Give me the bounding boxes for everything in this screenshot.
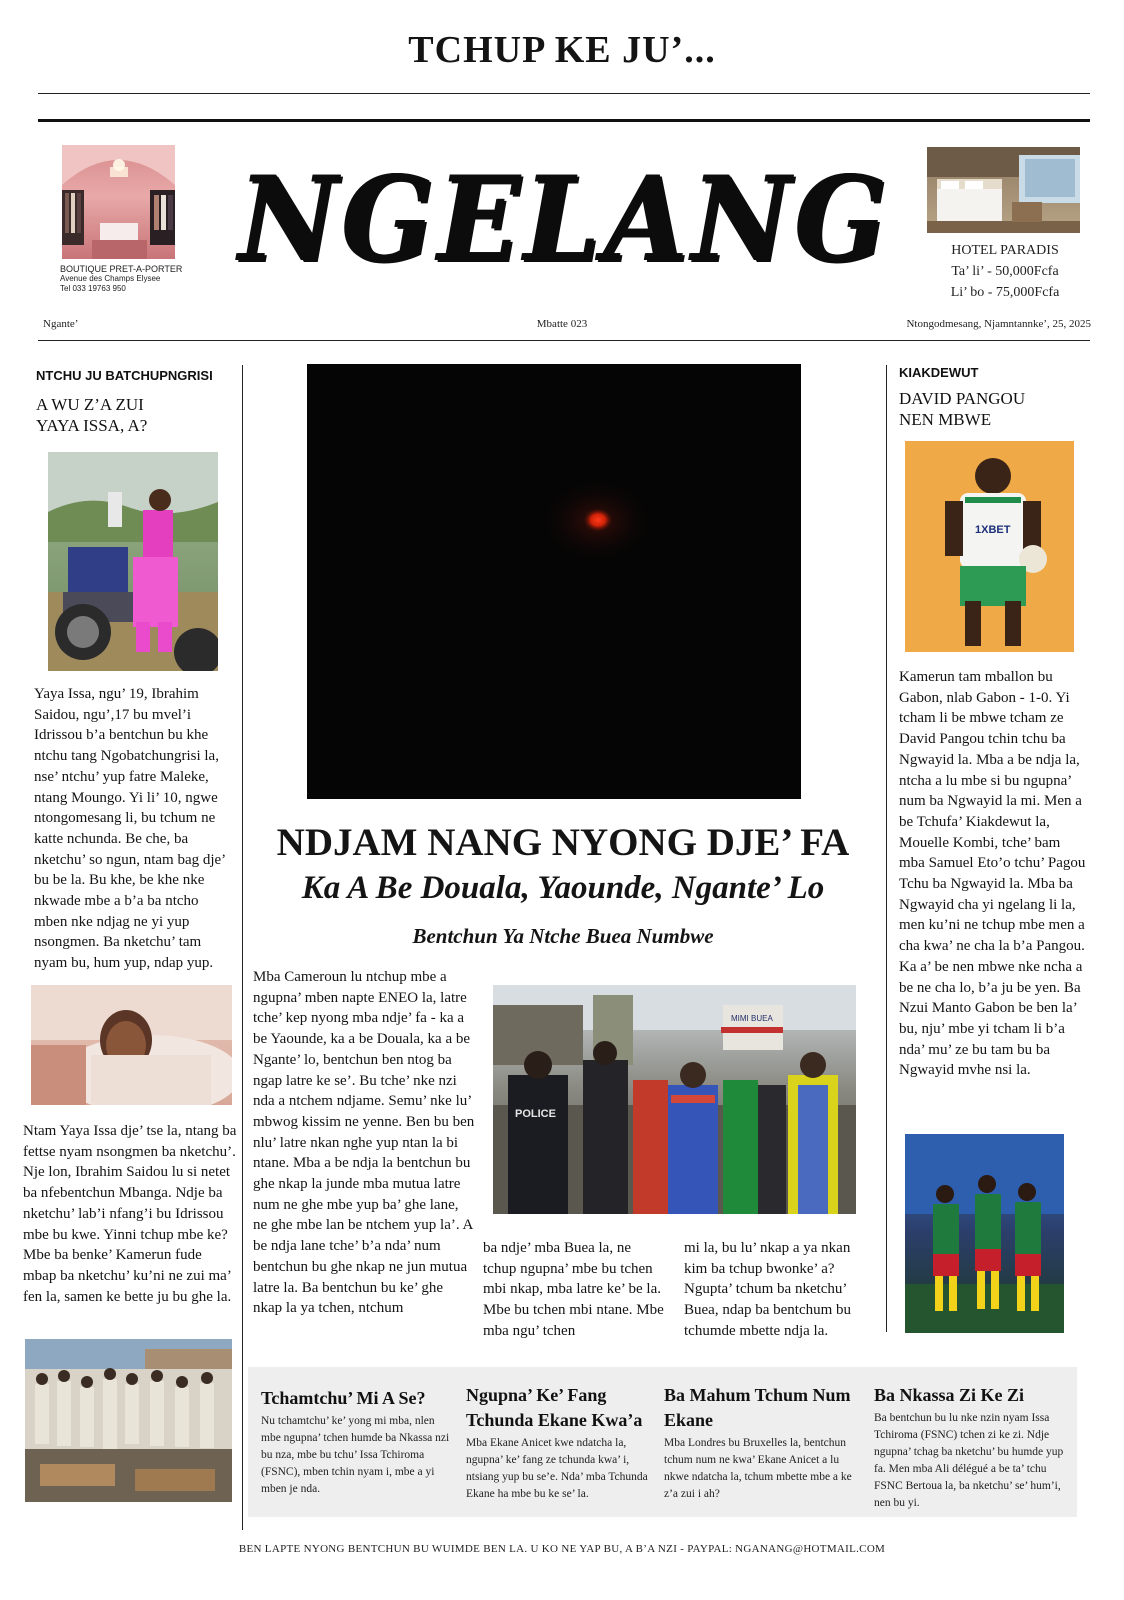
right-column-rule <box>886 365 887 1332</box>
shirt-text: 1XBET <box>975 524 1011 536</box>
main-byline: Bentchun Ya Ntche Buea Numbwe <box>412 924 714 948</box>
yaya-issa-photo <box>48 452 218 671</box>
brief-4 <box>874 1383 1072 1512</box>
boutique-phone: Tel 033 19763 950 <box>60 284 126 293</box>
brief-1-body: Nu tchamtchu’ ke’ yong mi mba, nlen mbe ngupna’ tchen humde ba Nkassa nzi bu nza, mbe bu tchu’ Issa Tchiroma (FSNC), mben tchin nyam i, mbe a yi mben je nda. <box>261 1415 450 1495</box>
main-article-col-1: Mba Cameroun lu ntchup mbe a ngupna’ mben napte ENEO la, latre tche’ kep nyong mba ndje’ fa - ka a be Yaounde, ka a be Douala, ka a be Ngante’ lo, bentchun ben ntog ba ngap latre ke se’. Bu tche’ nke nzi nda a ntchem ndjame. Semu’ nke lu’ mbwog kissim ne yenne. Ben bu ben nlu’ latre nkan nghe yup ntan la bi ntane. Mba a be ndja la bentchun bu ghe nkap la junde mba mutua latre num ne ghe mbe yup ba’ ghe lane, ne ghe mbe lan be ntchem yup la’. A be ndja lane tche’ b’a nda’ num bentchun bu ghe nkap ne jun mutua latre la. Ba bentchun bu ke’ ghe nkap la ya tchen, ntchum <box>253 969 475 1317</box>
right-section-label: KIAKDEWUT <box>899 365 979 380</box>
tagline: TCHUP KE JU’... <box>408 29 716 71</box>
left-section-label: NTCHU JU BATCHUPNGRISI <box>36 368 213 383</box>
right-article-body: Kamerun tam mballon bu Gabon, nlab Gabon - 1-0. Yi tcham li be mbwe tcham ze David Pangou tchin tchu ba Ngwayid la. Mba a be ndja la, ntcha a lu mbe si bu ngupna’ num ba Ngwayid la mi. Men a be Tchufa’ Kiakdewut la, Mouelle Kombi, tche’ bam mba Samuel Eto’o tchu’ Pagou Tchu ba Ngwayid la. Mba ba Ngwayid cha yi ngelang li la, men ku’ni ne tchup mbe men a cha kwa’ ne cha la b’a Pangou. Ka a’ be nen mbwe nke ncha a be ne cha lo, b’a ju be yen. Ba Nzui Manto Gabon be ben la’ bu, nju’ mbe yi tcham li b’a nda’ mu’ ze bu tam bu ba Ngwayid mvhe nsi la. <box>899 669 1086 1079</box>
brief-2-body: Mba Ekane Anicet kwe ndatcha la, ngupna’ ke’ fang ze tchunda kwa’ i, ntsiang yup bu se’e. Nda’ mba Tchunda Ekane ha mbe bu ke se’ la. <box>466 1437 648 1500</box>
brief-2 <box>466 1383 658 1503</box>
brief-1-title: Tchamtchu’ Mi A Se? <box>261 1388 426 1408</box>
brief-3-body: Mba Londres bu Bruxelles la, bentchun tchum num ne kwa’ Ekane Anicet a lu nkwe ndatcha la, tchum mbette mbe a ke z’a zui i ah? <box>664 1437 852 1500</box>
masthead: NGELANG <box>239 151 891 289</box>
boutique-address: Avenue des Champs Elysee <box>60 274 161 283</box>
funeral-photo <box>25 1339 232 1502</box>
brief-4-body: Ba bentchun bu lu nke nzin nyam Issa Tchiroma (FSNC) tchen zi ke zi. Ndje ngupna’ tchag ba nketchu’ bu humde yup fa. Men mba Ali délégué a be ta’ tchu FSNC Bertoua la, ba nketchu’ se’ hum’i, nen bu yi. <box>874 1412 1064 1509</box>
dark-city-photo <box>307 364 801 799</box>
issue-number: Mbatte 023 <box>536 318 588 330</box>
hotel-price-2: Li’ bo - 75,000Fcfa <box>950 285 1060 300</box>
police-label: POLICE <box>515 1108 556 1120</box>
main-article-col-3: mi la, bu lu’ nkap a ya nkan kim ba tchup bwonke’ a? Ngupta’ tchum ba nketchu’ Buea, ndap ba bentchum bu tchumde mbette ndja la. <box>684 1240 852 1339</box>
hotel-price-1: Ta’ li’ - 50,000Fcfa <box>951 264 1059 279</box>
boutique-photo <box>62 145 175 259</box>
team-celebration-photo <box>905 1134 1064 1333</box>
brief-3 <box>664 1383 864 1503</box>
right-title-line-2: NEN MBWE <box>899 410 992 429</box>
brief-3-title: Ba Mahum Tchum Num Ekane <box>664 1385 851 1430</box>
left-article-body-2: Ntam Yaya Issa dje’ tse la, ntang ba fettse nyam nsongmen ba nketchu’. Nje lon, Ibrahim Saidou lu si netet ba nfebentchun Mbanga. Ndje ba nketchu’ lab’i nfang’i bu Idrissou mbe bu kwe. Yinni tchup mbe ke? Mbe ba benke’ Kamerun fude mbap ba nketchu’ ku’ni ne zui ma’ fen la, samen ke bette ju bu ghe la. <box>23 1123 237 1305</box>
pangou-photo <box>905 441 1074 652</box>
left-title-line-1: A WU Z’A ZUI <box>36 395 144 414</box>
hotel-name: HOTEL PARADIS <box>951 243 1059 258</box>
main-subheadline: Ka A Be Douala, Yaounde, Ngante’ Lo <box>301 870 825 906</box>
location: Ngante’ <box>43 318 79 330</box>
boutique-ad-text <box>60 264 200 294</box>
brief-4-title: Ba Nkassa Zi Ke Zi <box>874 1385 1025 1405</box>
info-rule <box>38 340 1090 341</box>
protest-photo <box>493 985 856 1214</box>
brief-2-title: Ngupna’ Ke’ Fang Tchunda Ekane Kwa’a <box>466 1385 643 1430</box>
main-headline: NDJAM NANG NYONG DJE’ FA <box>276 821 850 864</box>
right-title-line-1: DAVID PANGOU <box>899 389 1026 408</box>
footer-donation-note: BEN LAPTE NYONG BENTCHUN BU WUIMDE BEN LA. U KO NE YAP BU, A B’A NZI - PAYPAL: NGANANG@HOTMAIL.COM <box>238 1543 886 1555</box>
header-rule-thin <box>38 93 1090 94</box>
header-rule-thick <box>38 119 1090 122</box>
hotel-photo <box>927 147 1080 233</box>
boutique-name: BOUTIQUE PRET-A-PORTER <box>60 264 183 274</box>
hospital-photo <box>31 985 232 1105</box>
left-title-line-2: YAYA ISSA, A? <box>36 416 148 435</box>
issue-date: Ntongodmesang, Njamntannke’, 25, 2025 <box>906 318 1091 330</box>
brief-1 <box>261 1386 451 1498</box>
left-column-rule <box>242 365 243 1530</box>
main-article-col-2: ba ndje’ mba Buea la, ne tchup ngupna’ mbe bu tchen mbi nkap, mba latre ke’ be la. Mbe bu tchen mbi ntane. Mbe mba ngu’ tchen <box>483 1240 664 1339</box>
left-article-body-1: Yaya Issa, ngu’ 19, Ibrahim Saidou, ngu’,17 bu mvel’i Idrissou b’a bentchun bu khe ntchu tang Ngobatchungrisi la, nse’ ntchu’ yup fatre Maleke, ntang Moungo. Yi li’ 10, ngwe ntongomesang li, bu tchum ne katte nchunda. Be che, ba nketchu’ so ngun, ntam bag dje’ bu be la. Bu khe, be khe nke nkwade mbe a b’a ba ntcho mben nke ndjag ne yi yup nsongmen. Ba nketchu’ tam nyam bu, hum yup, ndap yup. <box>34 686 226 972</box>
hotel-ad-text <box>930 240 1080 303</box>
protest-sign-text: MIMI BUEA <box>731 1014 773 1023</box>
left-article-title <box>36 394 226 436</box>
right-article-title <box>899 388 1089 430</box>
